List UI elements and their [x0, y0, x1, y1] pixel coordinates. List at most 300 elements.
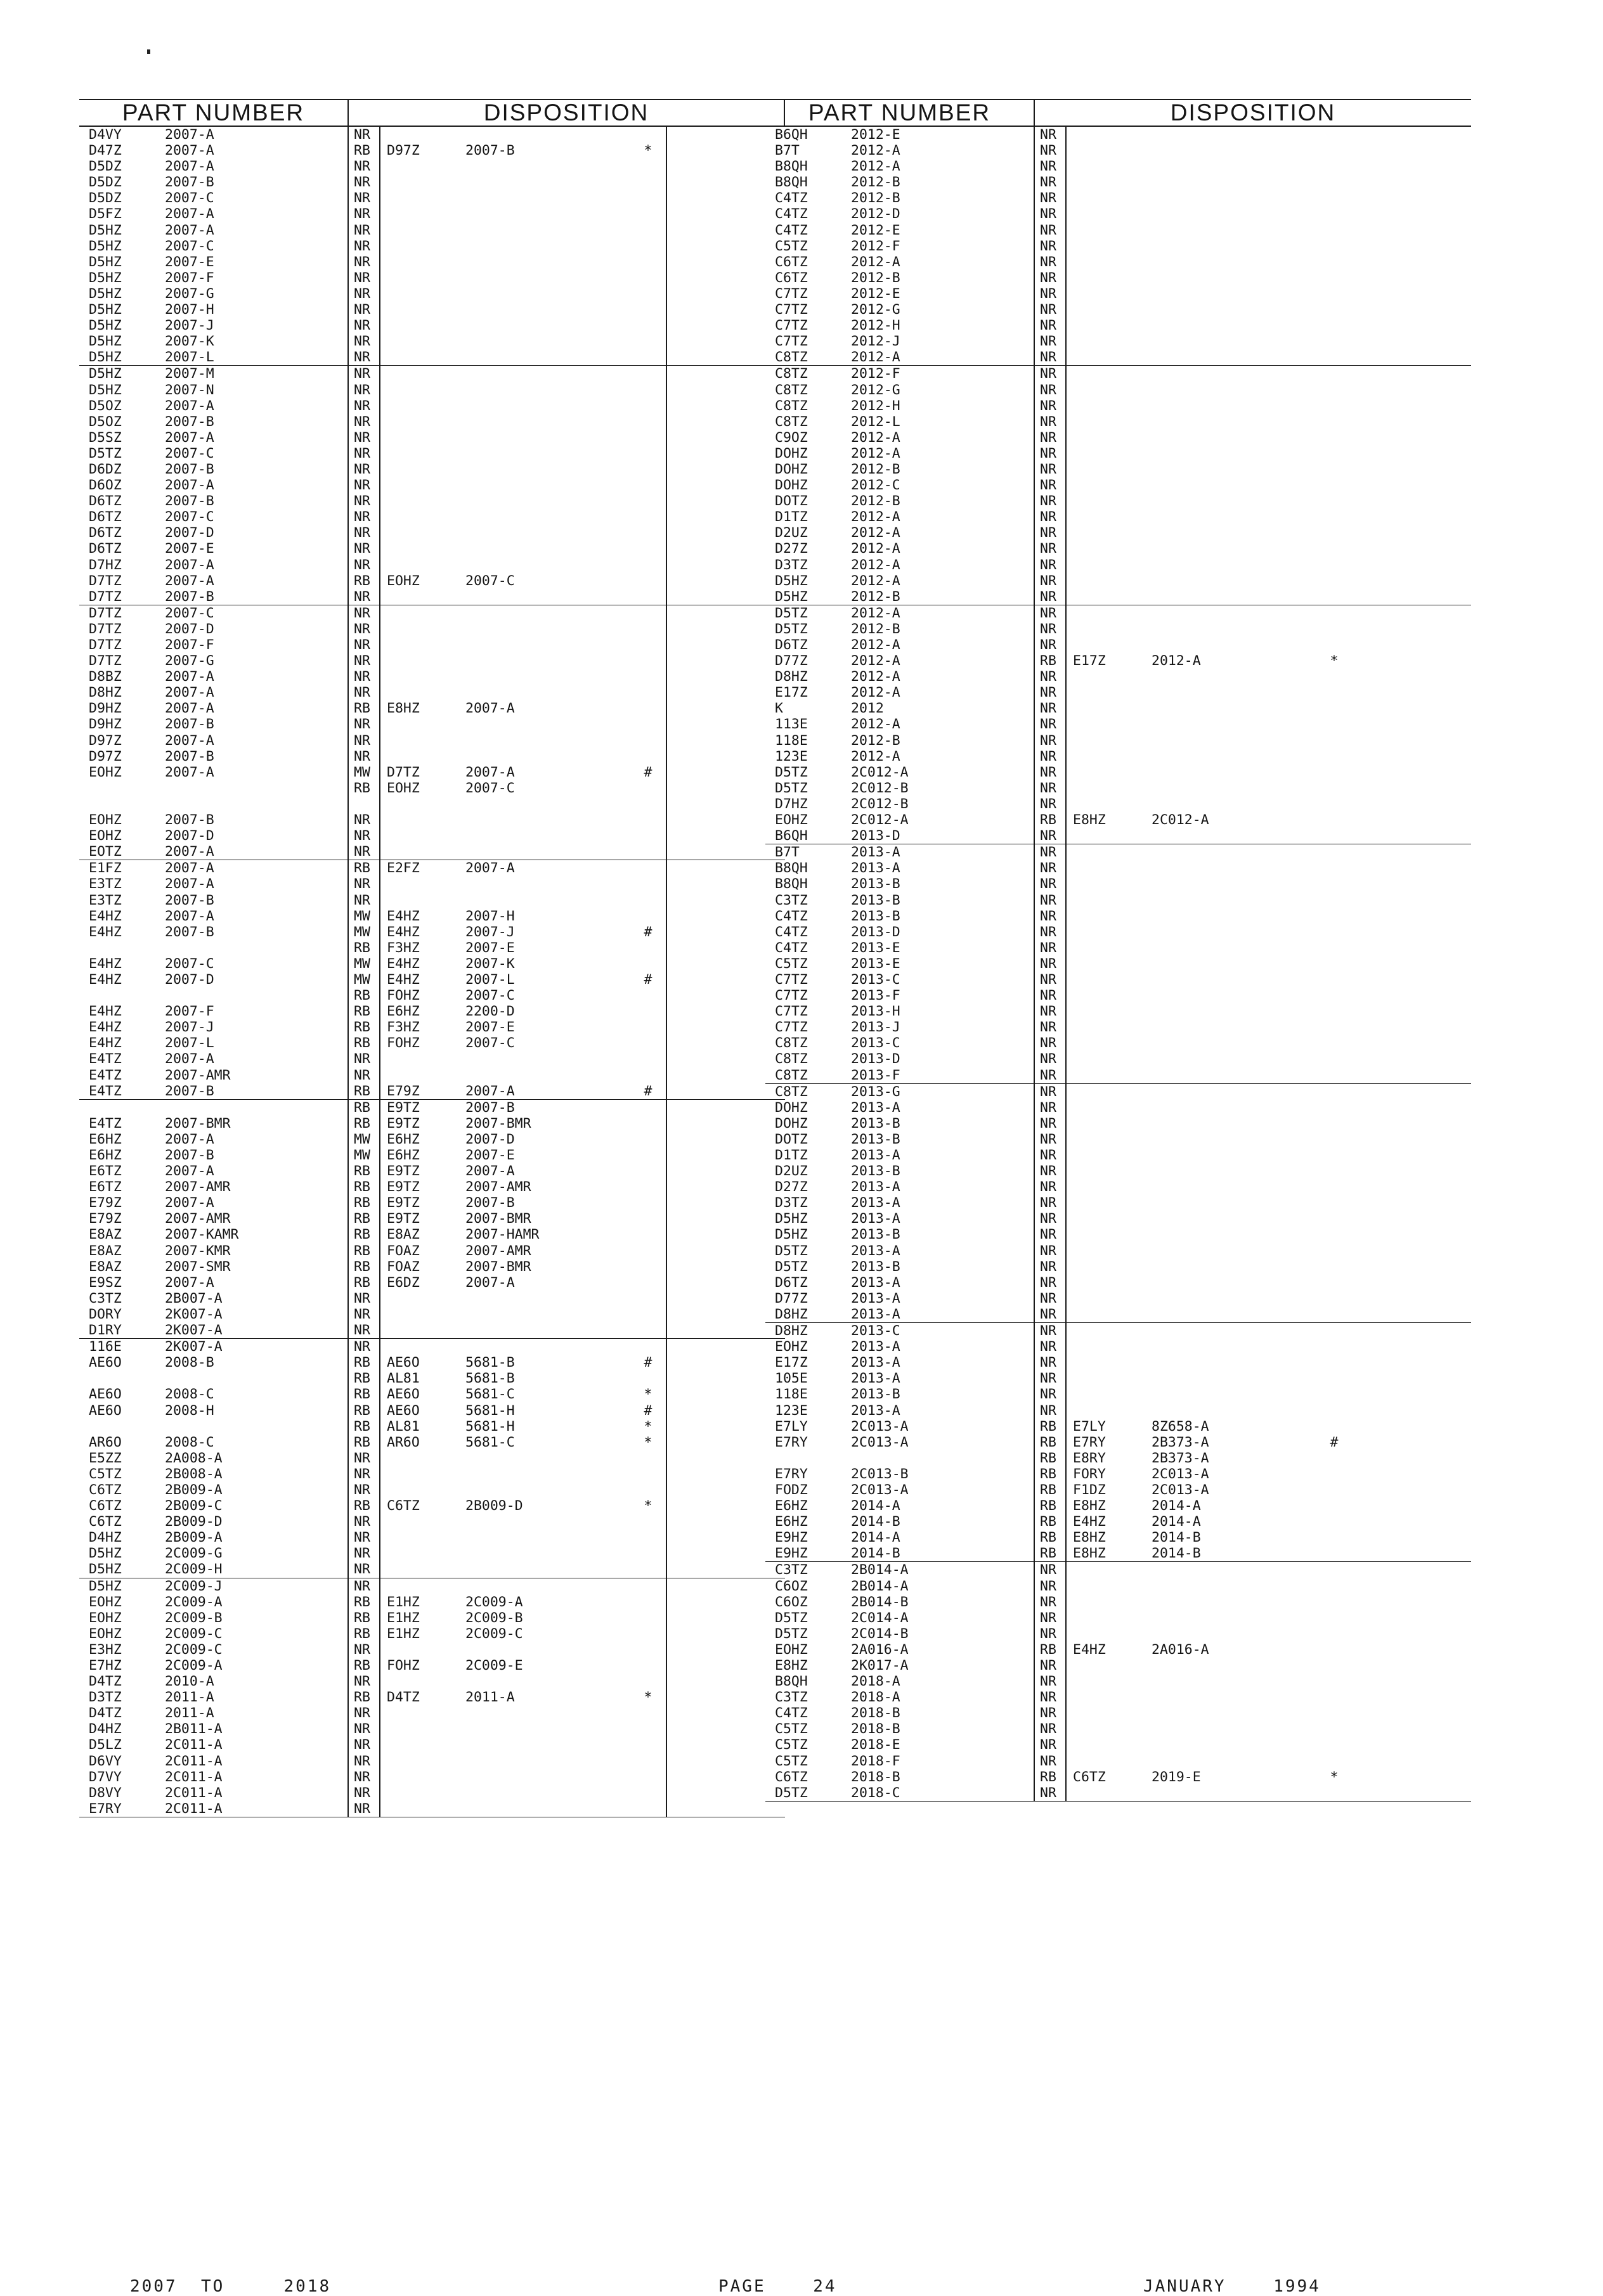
part-prefix: E4HZ — [89, 971, 122, 988]
part-suffix: 2007-B — [165, 413, 214, 430]
replacement-suffix — [465, 1051, 630, 1067]
replacement-prefix — [380, 1545, 465, 1561]
disposition-code: NR — [347, 493, 380, 509]
note-mark — [1316, 956, 1352, 972]
replacement-prefix — [1067, 1132, 1152, 1147]
replacement-prefix — [1067, 1084, 1152, 1100]
disposition-code: RB — [347, 988, 380, 1003]
table-row — [79, 1769, 785, 1785]
disposition-code: NR — [347, 1721, 380, 1737]
replacement-suffix — [1152, 414, 1316, 430]
note-mark — [1316, 637, 1352, 653]
parts-table-left — [79, 99, 785, 1817]
table-row — [765, 318, 1471, 333]
part-suffix: 2C011-A — [165, 1784, 223, 1801]
replacement-suffix — [1152, 398, 1316, 414]
part-prefix: D5HZ — [89, 366, 122, 382]
table-row — [79, 238, 785, 254]
replacement-prefix — [380, 349, 465, 365]
part-suffix — [165, 940, 347, 956]
replacement-prefix — [1067, 956, 1152, 972]
replacement-suffix — [1152, 573, 1316, 589]
disposition-code: RB — [347, 1083, 380, 1099]
replacement-prefix: E6HZ — [387, 1003, 420, 1020]
note-mark — [1316, 1562, 1352, 1578]
disposition-code: NR — [347, 685, 380, 700]
replacement-prefix: E6HZ — [387, 1131, 420, 1147]
replacement-suffix — [465, 477, 630, 493]
replacement-suffix: 2011-A — [465, 1689, 515, 1706]
disposition-code: NR — [1034, 1721, 1067, 1737]
replacement-suffix: 2B009-D — [465, 1498, 523, 1514]
part-prefix: D5TZ — [775, 1609, 808, 1626]
part-prefix: D7TZ — [89, 621, 122, 637]
replacement-prefix — [1067, 1562, 1152, 1578]
disposition-code: NR — [1034, 1386, 1067, 1402]
disposition-code: RB — [347, 1435, 380, 1450]
note-mark — [1316, 461, 1352, 477]
replacement-prefix — [1067, 1721, 1152, 1737]
replacement-prefix: E2FZ — [387, 860, 420, 877]
disposition-code: NR — [1034, 1626, 1067, 1642]
part-prefix: D8HZ — [775, 669, 808, 685]
replacement-prefix — [380, 286, 465, 302]
replacement-prefix — [1067, 270, 1152, 286]
disposition-code: RB — [1034, 1514, 1067, 1530]
replacement-suffix — [1152, 924, 1316, 940]
note-mark — [1316, 509, 1352, 525]
disposition-header: DISPOSITION — [347, 100, 784, 126]
part-suffix: 2007-A — [165, 397, 214, 414]
part-prefix — [765, 1450, 851, 1466]
replacement-prefix — [380, 1642, 465, 1658]
part-prefix: D77Z — [775, 653, 808, 669]
note-mark — [1316, 589, 1352, 605]
replacement-suffix — [1152, 908, 1316, 924]
part-prefix: EOHZ — [89, 764, 122, 780]
replacement-prefix: EOHZ — [387, 780, 420, 796]
part-suffix: 2007-D — [165, 828, 214, 844]
note-mark — [1316, 1610, 1352, 1626]
table-row — [765, 1769, 1471, 1785]
replacement-prefix — [1067, 1594, 1152, 1610]
replacement-suffix — [465, 349, 630, 365]
table-row — [79, 764, 785, 780]
part-suffix: 2013-A — [851, 1355, 900, 1371]
replacement-prefix — [380, 1674, 465, 1689]
replacement-prefix: E4HZ — [387, 955, 420, 972]
replacement-suffix: 2014-B — [1152, 1545, 1201, 1562]
table-row — [765, 1737, 1471, 1753]
disposition-code: NR — [1034, 1227, 1067, 1242]
replacement-suffix: 2014-A — [1152, 1498, 1201, 1514]
replacement-suffix: 2B373-A — [1152, 1450, 1209, 1466]
replacement-prefix — [1067, 589, 1152, 605]
replacement-suffix — [1152, 1339, 1316, 1355]
note-mark — [1316, 1179, 1352, 1195]
replacement-suffix: 5681-C — [465, 1434, 515, 1450]
part-prefix: C7TZ — [775, 1019, 808, 1036]
part-prefix: 105E — [775, 1371, 808, 1387]
disposition-code: NR — [1034, 1594, 1067, 1610]
part-prefix: E7LY — [775, 1418, 808, 1435]
part-suffix: 2012-A — [851, 605, 900, 621]
disposition-code: NR — [347, 430, 380, 446]
replacement-suffix — [465, 446, 630, 461]
replacement-suffix — [1152, 669, 1316, 685]
part-suffix: 2K007-A — [165, 1306, 223, 1322]
table-row — [765, 812, 1471, 828]
table-row — [765, 302, 1471, 318]
note-mark — [1316, 764, 1352, 780]
replacement-prefix — [380, 1322, 465, 1338]
part-suffix: 2B009-C — [165, 1498, 223, 1514]
table-row — [765, 541, 1471, 557]
replacement-prefix — [1067, 1147, 1152, 1163]
note-mark — [630, 223, 667, 238]
part-suffix: 2C009-A — [165, 1658, 223, 1674]
note-mark — [630, 1132, 667, 1147]
note-mark — [630, 589, 667, 605]
table-row — [765, 956, 1471, 972]
part-suffix: 2013-A — [851, 1099, 900, 1116]
replacement-suffix: 2C013-A — [1152, 1466, 1209, 1482]
note-mark — [630, 1482, 667, 1498]
disposition-code: MW — [347, 764, 380, 780]
replacement-prefix — [1067, 828, 1152, 844]
part-prefix: D5TZ — [775, 764, 808, 780]
disposition-code: NR — [347, 1322, 380, 1338]
disposition-code: NR — [347, 1753, 380, 1769]
part-prefix: E6HZ — [89, 1147, 122, 1163]
table-row — [79, 893, 785, 908]
part-suffix: 2007-KAMR — [165, 1227, 239, 1243]
part-suffix: 2007-SMR — [165, 1258, 231, 1275]
replacement-suffix — [1152, 796, 1316, 812]
part-prefix: D7TZ — [89, 605, 122, 621]
table-row — [79, 1306, 785, 1322]
part-suffix: 2007-B — [165, 174, 214, 191]
replacement-prefix — [1067, 1227, 1152, 1242]
part-prefix: E17Z — [775, 685, 808, 701]
table-row — [765, 972, 1471, 988]
disposition-code: NR — [347, 446, 380, 461]
replacement-suffix — [465, 1306, 630, 1322]
part-prefix — [79, 1419, 165, 1435]
part-prefix: C6TZ — [89, 1481, 122, 1498]
replacement-prefix — [1067, 1291, 1152, 1306]
note-mark — [630, 1211, 667, 1227]
note-mark — [1316, 333, 1352, 349]
replacement-suffix — [465, 812, 630, 828]
table-row — [765, 908, 1471, 924]
part-suffix: 2013-A — [851, 1371, 900, 1387]
replacement-suffix — [465, 493, 630, 509]
disposition-code: NR — [347, 398, 380, 414]
replacement-prefix — [380, 158, 465, 174]
disposition-code: NR — [347, 509, 380, 525]
table-row — [765, 716, 1471, 732]
note-mark — [1316, 286, 1352, 302]
part-prefix: E8AZ — [89, 1227, 122, 1243]
part-prefix: C3TZ — [89, 1290, 122, 1306]
disposition-code: NR — [1034, 1610, 1067, 1626]
part-suffix: 2013-B — [851, 876, 900, 893]
table-row — [79, 509, 785, 525]
part-prefix: B6QH — [775, 127, 808, 143]
replacement-prefix — [380, 669, 465, 685]
table-row — [79, 477, 785, 493]
disposition-code: RB — [1034, 1419, 1067, 1435]
disposition-code: NR — [347, 318, 380, 333]
part-suffix: 2013-B — [851, 1131, 900, 1147]
part-suffix: 2007-AMR — [165, 1211, 231, 1227]
part-prefix: 123E — [775, 1402, 808, 1419]
note-mark — [1316, 908, 1352, 924]
part-suffix: 2012-L — [851, 413, 900, 430]
part-suffix: 2013-A — [851, 1402, 900, 1419]
part-suffix: 2013-C — [851, 1035, 900, 1052]
table-row — [79, 1132, 785, 1147]
replacement-suffix — [1152, 1100, 1316, 1116]
part-suffix: 2012-A — [851, 637, 900, 653]
note-mark — [630, 238, 667, 254]
part-suffix: 2B008-A — [165, 1466, 223, 1482]
part-prefix: D2UZ — [775, 1163, 808, 1180]
replacement-suffix — [1152, 509, 1316, 525]
replacement-prefix: E4HZ — [387, 924, 420, 940]
table-row — [79, 749, 785, 764]
table-row — [79, 1801, 785, 1817]
replacement-suffix: 2007-A — [465, 700, 515, 717]
part-suffix: 2012-E — [851, 222, 900, 238]
table-row — [79, 828, 785, 844]
replacement-prefix: D4TZ — [387, 1689, 420, 1706]
part-prefix: E4HZ — [89, 955, 122, 972]
part-prefix: D6DZ — [89, 461, 122, 477]
replacement-suffix — [1152, 860, 1316, 876]
part-prefix — [79, 1371, 165, 1386]
disposition-code: NR — [347, 605, 380, 621]
note-mark — [630, 206, 667, 222]
replacement-suffix — [1152, 1721, 1316, 1737]
footer-page-number: 24 — [813, 2277, 837, 2296]
part-suffix: 2013-A — [851, 1339, 900, 1355]
footer-page — [718, 2277, 837, 2296]
part-prefix: D5OZ — [89, 413, 122, 430]
table-row — [79, 589, 785, 605]
replacement-suffix: 2007-C — [465, 780, 515, 796]
part-prefix: EOHZ — [89, 1594, 122, 1610]
replacement-suffix: 8Z658-A — [1152, 1418, 1209, 1435]
part-prefix: D4HZ — [89, 1721, 122, 1738]
table-row — [79, 493, 785, 509]
replacement-prefix — [1067, 557, 1152, 573]
part-prefix: D3TZ — [775, 1195, 808, 1211]
replacement-suffix — [465, 382, 630, 398]
replacement-suffix — [1152, 1051, 1316, 1067]
part-prefix: D5HZ — [89, 285, 122, 302]
table-row — [765, 509, 1471, 525]
note-mark — [630, 557, 667, 573]
table-row — [79, 1466, 785, 1482]
note-mark — [630, 700, 667, 716]
replacement-suffix — [1152, 206, 1316, 222]
note-mark — [1316, 1658, 1352, 1674]
part-suffix: 2012-H — [851, 397, 900, 414]
replacement-suffix — [465, 461, 630, 477]
disposition-code: NR — [347, 1291, 380, 1306]
table-row — [79, 349, 785, 366]
replacement-prefix — [1067, 637, 1152, 653]
note-mark — [1316, 1067, 1352, 1083]
table-row — [79, 1195, 785, 1211]
note-mark — [1316, 1705, 1352, 1721]
part-suffix: 2012-A — [851, 669, 900, 685]
note-mark — [630, 190, 667, 206]
disposition-code: NR — [1034, 1562, 1067, 1578]
replacement-suffix — [465, 398, 630, 414]
replacement-suffix: 2C009-B — [465, 1609, 523, 1626]
disposition-code: NR — [347, 382, 380, 398]
table-row — [79, 1227, 785, 1242]
table-row — [765, 1339, 1471, 1355]
disposition-code: NR — [347, 653, 380, 669]
table-row — [79, 286, 785, 302]
part-suffix — [165, 1371, 347, 1386]
note-mark — [630, 1147, 667, 1163]
disposition-code: RB — [347, 1019, 380, 1035]
replacement-suffix — [1152, 1689, 1316, 1705]
disposition-code: NR — [347, 1578, 380, 1594]
part-prefix: 123E — [775, 748, 808, 764]
note-mark — [630, 1227, 667, 1242]
replacement-suffix: 2007-E — [465, 1147, 515, 1163]
part-prefix: E7HZ — [89, 1658, 122, 1674]
replacement-prefix — [1067, 206, 1152, 222]
part-prefix: D6TZ — [89, 509, 122, 526]
note-mark — [630, 1626, 667, 1642]
disposition-code: NR — [1034, 956, 1067, 972]
table-row — [765, 254, 1471, 270]
replacement-prefix — [1067, 349, 1152, 365]
replacement-prefix: C6TZ — [387, 1498, 420, 1514]
table-row — [79, 430, 785, 446]
part-suffix: 2C012-B — [851, 796, 909, 812]
replacement-prefix — [1067, 1386, 1152, 1402]
replacement-prefix — [1067, 1243, 1152, 1259]
note-mark — [1316, 1035, 1352, 1051]
part-suffix: 2007-L — [165, 1035, 214, 1052]
replacement-prefix — [380, 1705, 465, 1721]
replacement-suffix: 2B373-A — [1152, 1434, 1209, 1450]
disposition-code: NR — [1034, 238, 1067, 254]
part-suffix: 2C011-A — [165, 1769, 223, 1785]
disposition-code: NR — [1034, 1403, 1067, 1419]
replacement-suffix — [1152, 1195, 1316, 1211]
replacement-prefix: AL81 — [387, 1371, 420, 1387]
replacement-prefix — [1067, 1737, 1152, 1753]
replacement-suffix — [465, 127, 630, 143]
disposition-code: NR — [1034, 1051, 1067, 1067]
replacement-suffix — [1152, 1067, 1316, 1083]
part-suffix: 2018-A — [851, 1674, 900, 1690]
replacement-suffix — [1152, 318, 1316, 333]
replacement-suffix — [1152, 1594, 1316, 1610]
part-suffix: 2013-B — [851, 1227, 900, 1243]
replacement-suffix — [1152, 1132, 1316, 1147]
part-suffix: 2008-H — [165, 1402, 214, 1419]
replacement-prefix: F3HZ — [387, 939, 420, 956]
footer-year: 1994 — [1273, 2277, 1321, 2296]
replacement-prefix — [1067, 700, 1152, 716]
part-prefix: D5HZ — [775, 572, 808, 589]
replacement-suffix — [1152, 1019, 1316, 1035]
replacement-suffix — [1152, 174, 1316, 190]
replacement-prefix — [1067, 1355, 1152, 1371]
note-mark — [1316, 541, 1352, 557]
part-prefix: D5HZ — [89, 254, 122, 270]
replacement-prefix — [380, 270, 465, 286]
part-suffix: 2012-B — [851, 588, 900, 605]
part-prefix: DOTZ — [775, 1131, 808, 1147]
replacement-prefix — [1067, 127, 1152, 143]
replacement-prefix — [380, 749, 465, 764]
replacement-suffix: 2007-HAMR — [465, 1227, 540, 1243]
disposition-code: NR — [347, 223, 380, 238]
part-number-header: PART NUMBER — [808, 100, 991, 126]
replacement-prefix — [380, 318, 465, 333]
disposition-code: NR — [1034, 1578, 1067, 1594]
disposition-code: RB — [347, 1243, 380, 1259]
part-suffix: 2007-M — [165, 366, 214, 382]
replacement-suffix — [465, 1450, 630, 1466]
disposition-code: NR — [347, 1801, 380, 1817]
disposition-code: NR — [1034, 908, 1067, 924]
table-row — [79, 1035, 785, 1051]
part-prefix: EOHZ — [775, 812, 808, 829]
note-mark — [630, 1785, 667, 1801]
part-prefix: D1TZ — [775, 1147, 808, 1163]
replacement-suffix: 2007-BMR — [465, 1258, 531, 1275]
part-suffix: 2B014-A — [851, 1562, 909, 1578]
table-row — [79, 143, 785, 158]
replacement-suffix — [465, 1482, 630, 1498]
replacement-prefix — [1067, 621, 1152, 637]
replacement-prefix: E6DZ — [387, 1274, 420, 1291]
disposition-code: NR — [1034, 589, 1067, 605]
part-suffix: 2013-B — [851, 892, 900, 908]
part-suffix: 2013-D — [851, 828, 900, 844]
part-prefix: C6TZ — [775, 254, 808, 270]
replacement-suffix: 2007-D — [465, 1131, 515, 1147]
disposition-code: NR — [347, 541, 380, 557]
replacement-prefix — [380, 366, 465, 382]
table-row — [765, 127, 1471, 143]
replacement-prefix — [1067, 382, 1152, 398]
note-mark — [1316, 1514, 1352, 1530]
note-mark — [630, 254, 667, 270]
part-suffix: 2012-H — [851, 318, 900, 334]
part-suffix: 2C009-B — [165, 1609, 223, 1626]
disposition-code: RB — [347, 1355, 380, 1371]
disposition-code: NR — [1034, 270, 1067, 286]
table-row — [765, 1163, 1471, 1179]
note-mark — [630, 333, 667, 349]
part-prefix: D4VY — [89, 127, 122, 143]
part-prefix: D5DZ — [89, 158, 122, 175]
disposition-code: NR — [1034, 924, 1067, 940]
